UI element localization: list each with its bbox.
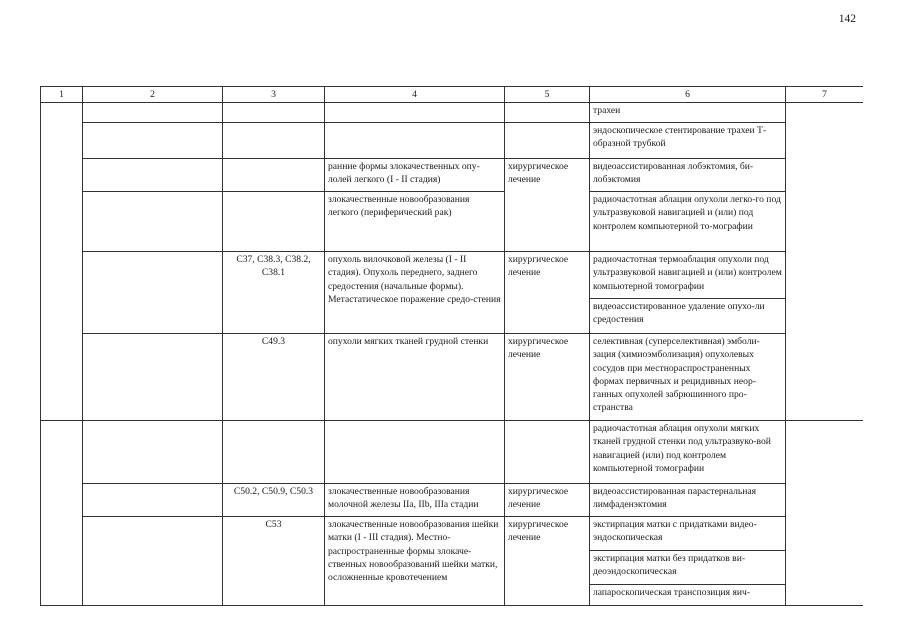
cell-method: трахеи bbox=[590, 103, 786, 123]
cell bbox=[223, 421, 325, 484]
col-header-7: 7 bbox=[786, 87, 864, 103]
table-header-row bbox=[41, 87, 864, 103]
cell bbox=[325, 123, 505, 159]
table-row bbox=[41, 252, 864, 334]
cell-method-group bbox=[590, 252, 786, 334]
cell bbox=[223, 123, 325, 159]
cell-diagnosis: злокачественные новообразования шейки матки (I - III стадия). Местно-распространенные формы злокаче-ственных новообразований шейки матки, осложненные кровотечением bbox=[325, 517, 505, 606]
cell-icd-codes: С53 bbox=[223, 517, 325, 606]
cell bbox=[223, 192, 325, 252]
cell-treatment-type: хирургическое лечение bbox=[505, 159, 590, 252]
cell bbox=[325, 421, 505, 484]
page-number: 142 bbox=[838, 13, 856, 25]
cell-treatment-type: хирургическое лечение bbox=[505, 334, 590, 421]
cell-diagnosis: злокачественные новообразования легкого (периферический рак) bbox=[325, 192, 505, 252]
cell-method: эндоскопическое стентирование трахеи Т-образной трубкой bbox=[590, 123, 786, 159]
cell-method-group bbox=[590, 517, 786, 606]
col-header-3: 3 bbox=[223, 87, 325, 103]
table-row bbox=[41, 421, 864, 484]
cell-diagnosis: опухоли мягких тканей грудной стенки bbox=[325, 334, 505, 421]
cell bbox=[83, 159, 223, 192]
cell bbox=[83, 192, 223, 252]
document-table-container bbox=[40, 86, 863, 606]
col-header-1: 1 bbox=[41, 87, 83, 103]
cell-diagnosis: злокачественные новообразования молочной железы IIa, IIb, IIIa стадии bbox=[325, 484, 505, 517]
cell-icd-codes: С37, С38.3, С38.2, С38.1 bbox=[223, 252, 325, 334]
cell-method: экстирпация матки без придатков ви-деоэндоскопическая bbox=[590, 551, 785, 585]
cell bbox=[83, 252, 223, 334]
col-header-2: 2 bbox=[83, 87, 223, 103]
cell bbox=[505, 123, 590, 159]
cell-col7-block-b bbox=[786, 421, 864, 606]
cell bbox=[505, 103, 590, 123]
cell bbox=[83, 484, 223, 517]
table-row bbox=[41, 484, 864, 517]
cell-method: экстирпация матки с придатками видео-эндоскопическая bbox=[590, 517, 785, 551]
cell-treatment-type: хирургическое лечение bbox=[505, 484, 590, 517]
table-row bbox=[41, 103, 864, 123]
cell-treatment-type: хирургическое лечение bbox=[505, 517, 590, 606]
col-header-5: 5 bbox=[505, 87, 590, 103]
table-row bbox=[41, 123, 864, 159]
cell bbox=[83, 103, 223, 123]
cell bbox=[83, 517, 223, 606]
table-row bbox=[41, 334, 864, 421]
cell-method: видеоассистированная парастернальная лимфаденэктомия bbox=[590, 484, 786, 517]
cell bbox=[223, 103, 325, 123]
col-header-6: 6 bbox=[590, 87, 786, 103]
cell bbox=[505, 421, 590, 484]
table-row bbox=[41, 159, 864, 192]
table-row bbox=[41, 192, 864, 252]
cell bbox=[83, 421, 223, 484]
cell-method: радиочастотная аблация опухоли легко-го под ультразвуковой навигацией и (или) под контролем компьютерной то-мографии bbox=[590, 192, 786, 252]
cell-col7-block-a bbox=[786, 103, 864, 421]
medical-procedures-table bbox=[40, 86, 863, 606]
cell bbox=[223, 159, 325, 192]
cell-method: радиочастотная термоаблация опухоли под ультразвуковой навигацией и (или) контролем компьютерной томографии bbox=[590, 252, 785, 299]
cell bbox=[325, 103, 505, 123]
col-header-4: 4 bbox=[325, 87, 505, 103]
cell-method: видеоассистированная лобэктомия, би-лобэктомия bbox=[590, 159, 786, 192]
cell-col1-block-a bbox=[41, 103, 83, 421]
cell-method: радиочастотная аблация опухоли мягких тканей грудной стенки под ультразвуко-вой навигацией (или) под контролем компьютерной томографии bbox=[590, 421, 786, 484]
table-bottom-border bbox=[40, 605, 863, 606]
table-row bbox=[41, 517, 864, 606]
cell-method: видеоассистированное удаление опухо-ли средостения bbox=[593, 301, 765, 326]
cell-treatment-type: хирургическое лечение bbox=[505, 252, 590, 334]
cell bbox=[83, 123, 223, 159]
cell bbox=[83, 334, 223, 421]
cell-diagnosis: опухоль вилочковой железы (I - II стадия). Опухоль переднего, заднего средостения (начальные формы). Метастатическое поражение средо-стения bbox=[325, 252, 505, 334]
cell-method: лапароскопическая транспозиция яич- bbox=[593, 587, 751, 599]
cell-method: селективная (суперселективная) эмболи-зация (химиоэмболизация) опухолевых сосудов при местнораспространенных формах первичных и рецидивных неор-ганных опухолей забрюшинного про-странства bbox=[590, 334, 786, 421]
cell-diagnosis: ранние формы злокачественных опу-лолей легкого (I - II стадия) bbox=[325, 159, 505, 192]
cell-icd-codes: С49.3 bbox=[223, 334, 325, 421]
cell-icd-codes: С50.2, С50.9, С50.3 bbox=[223, 484, 325, 517]
cell-col1-block-b bbox=[41, 421, 83, 606]
